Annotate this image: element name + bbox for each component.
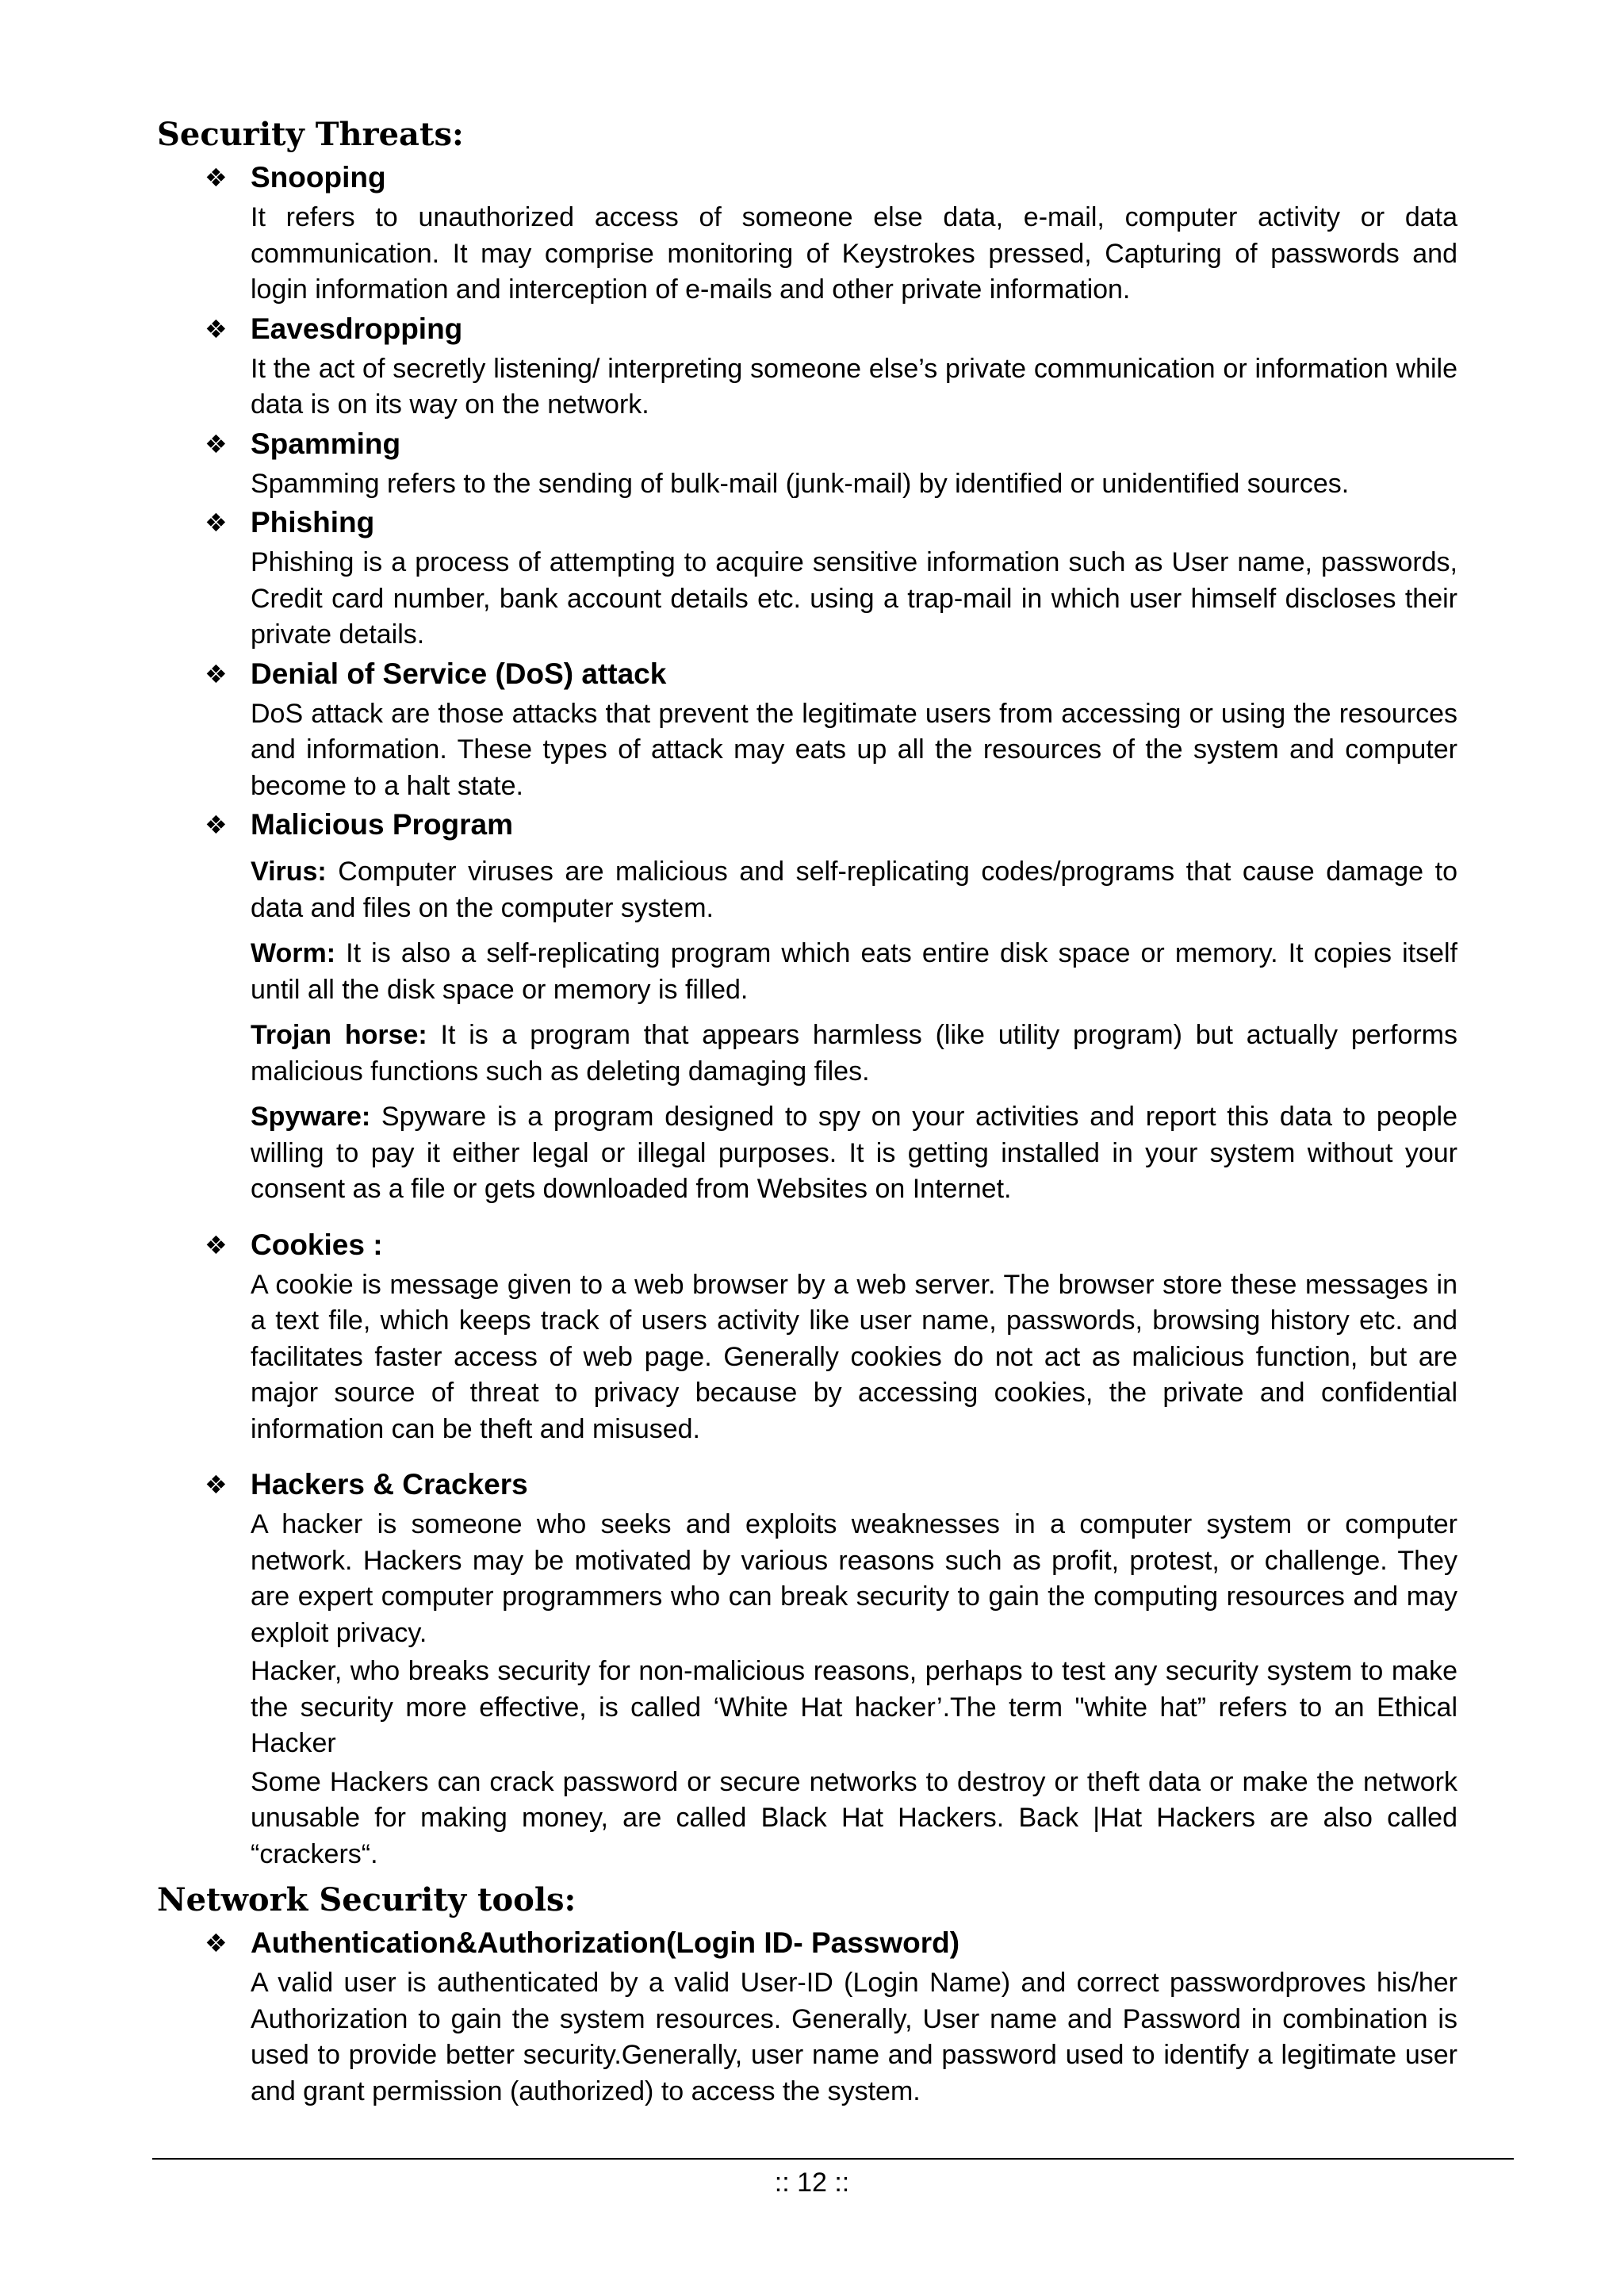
item-title: Malicious Program bbox=[251, 808, 514, 841]
footer-divider bbox=[152, 2158, 1514, 2160]
threat-snooping bbox=[205, 158, 1489, 309]
item-title: Hackers & Crackers bbox=[251, 1468, 528, 1501]
diamond-bullet-icon: ❖ bbox=[205, 508, 228, 538]
hackers-paragraph: A hacker is someone who seeks and exploits weaknesses in a computer system or computer network. Hackers may be motivated by various reasons such as profit, protest, or challenge. They are expert computer programmers who can break security to gain the computing resources and may exploit privacy. bbox=[251, 1509, 1457, 1648]
diamond-bullet-icon: ❖ bbox=[205, 428, 228, 459]
item-title: Spamming bbox=[251, 427, 401, 460]
item-title: Denial of Service (DoS) attack bbox=[251, 657, 667, 690]
page-content bbox=[157, 115, 1489, 2110]
diamond-bullet-icon: ❖ bbox=[205, 1928, 228, 1958]
hackers-paragraph: Hacker, who breaks security for non-malicious reasons, perhaps to test any security system to make the security more effective, is called ‘White Hat hacker’.The term "white hat” refers to an Ethical Hacker bbox=[251, 1656, 1457, 1758]
threat-dos bbox=[205, 654, 1489, 805]
threat-malicious-program bbox=[205, 805, 1489, 1208]
diamond-bullet-icon: ❖ bbox=[205, 1229, 228, 1260]
item-title: Authentication&Authorization(Login ID- Password) bbox=[251, 1926, 960, 1959]
item-title: Eavesdropping bbox=[251, 312, 463, 345]
item-title: Cookies : bbox=[251, 1228, 383, 1261]
item-text: DoS attack are those attacks that prevent the legitimate users from accessing or using the resources and information. These types of attack may eats up all the resources of the system and computer become to a halt state. bbox=[251, 698, 1457, 801]
item-text: It refers to unauthorized access of someone else data, e-mail, computer activity or data communication. It may comprise monitoring of Keystrokes pressed, Capturing of passwords and login information and interception of e-mails and other private information. bbox=[251, 202, 1457, 305]
item-text: A cookie is message given to a web browser by a web server. The browser store these messages in a text file, which keeps track of users activity like user name, passwords, browsing history etc. and facilitates faster access of web page. Generally cookies do not act as malicious function, but are major source of threat to privacy because by accessing cookies, the private and confidential information can be theft and misused. bbox=[251, 1269, 1457, 1444]
threat-eavesdropping bbox=[205, 309, 1489, 424]
threat-hackers bbox=[205, 1465, 1489, 1872]
item-title: Phishing bbox=[251, 506, 375, 539]
threat-phishing bbox=[205, 503, 1489, 654]
item-text: Phishing is a process of attempting to acquire sensitive information such as User name, passwords, Credit card number, bank account details etc. using a trap-mail in which user himself discloses their private details. bbox=[251, 547, 1457, 650]
item-text: A valid user is authenticated by a valid User-ID (Login Name) and correct passwordproves his/her Authorization to gain the system resources. Generally, User name and Password in combination is used to provide better security.Generally, user name and password used to identify a legitimate user and grant permission (authorized) to access the system. bbox=[251, 1968, 1457, 2106]
page-number: :: 12 :: bbox=[774, 2168, 850, 2198]
diamond-bullet-icon: ❖ bbox=[205, 1470, 228, 1500]
section-title-security-threats: Security Threats: bbox=[157, 116, 464, 153]
diamond-bullet-icon: ❖ bbox=[205, 810, 228, 840]
malicious-trojan: Trojan horse: It is a program that appears harmless (like utility program) but actually performs malicious functions such as deleting damaging files. bbox=[251, 1020, 1457, 1087]
threat-cookies bbox=[205, 1225, 1489, 1448]
hackers-paragraph: Some Hackers can crack password or secure networks to destroy or theft data or make the network unusable for making money, are called Black Hat Hackers. Back |Hat Hackers are also called “crackers“. bbox=[251, 1766, 1457, 1869]
diamond-bullet-icon: ❖ bbox=[205, 313, 228, 344]
item-text: Spamming refers to the sending of bulk-mail (junk-mail) by identified or unidentified sources. bbox=[251, 468, 1350, 499]
diamond-bullet-icon: ❖ bbox=[205, 163, 228, 193]
tool-authentication bbox=[205, 1923, 1489, 2110]
section-title-network-security-tools: Network Security tools: bbox=[157, 1881, 576, 1918]
item-title: Snooping bbox=[251, 161, 386, 194]
diamond-bullet-icon: ❖ bbox=[205, 658, 228, 689]
threat-spamming bbox=[205, 424, 1489, 503]
malicious-spyware: Spyware: Spyware is a program designed to spy on your activities and report this data to people willing to pay it either legal or illegal purposes. It is getting installed in your system without your consent as a file or gets downloaded from Websites on Internet. bbox=[251, 1102, 1457, 1204]
malicious-virus: Virus: Computer viruses are malicious and self-replicating codes/programs that cause damage to data and files on the computer system. bbox=[251, 857, 1457, 923]
item-text: It the act of secretly listening/ interpreting someone else’s private communication or information while data is on its way on the network. bbox=[251, 353, 1457, 420]
malicious-worm: Worm: It is also a self-replicating program which eats entire disk space or memory. It copies itself until all the disk space or memory is filled. bbox=[251, 938, 1457, 1005]
